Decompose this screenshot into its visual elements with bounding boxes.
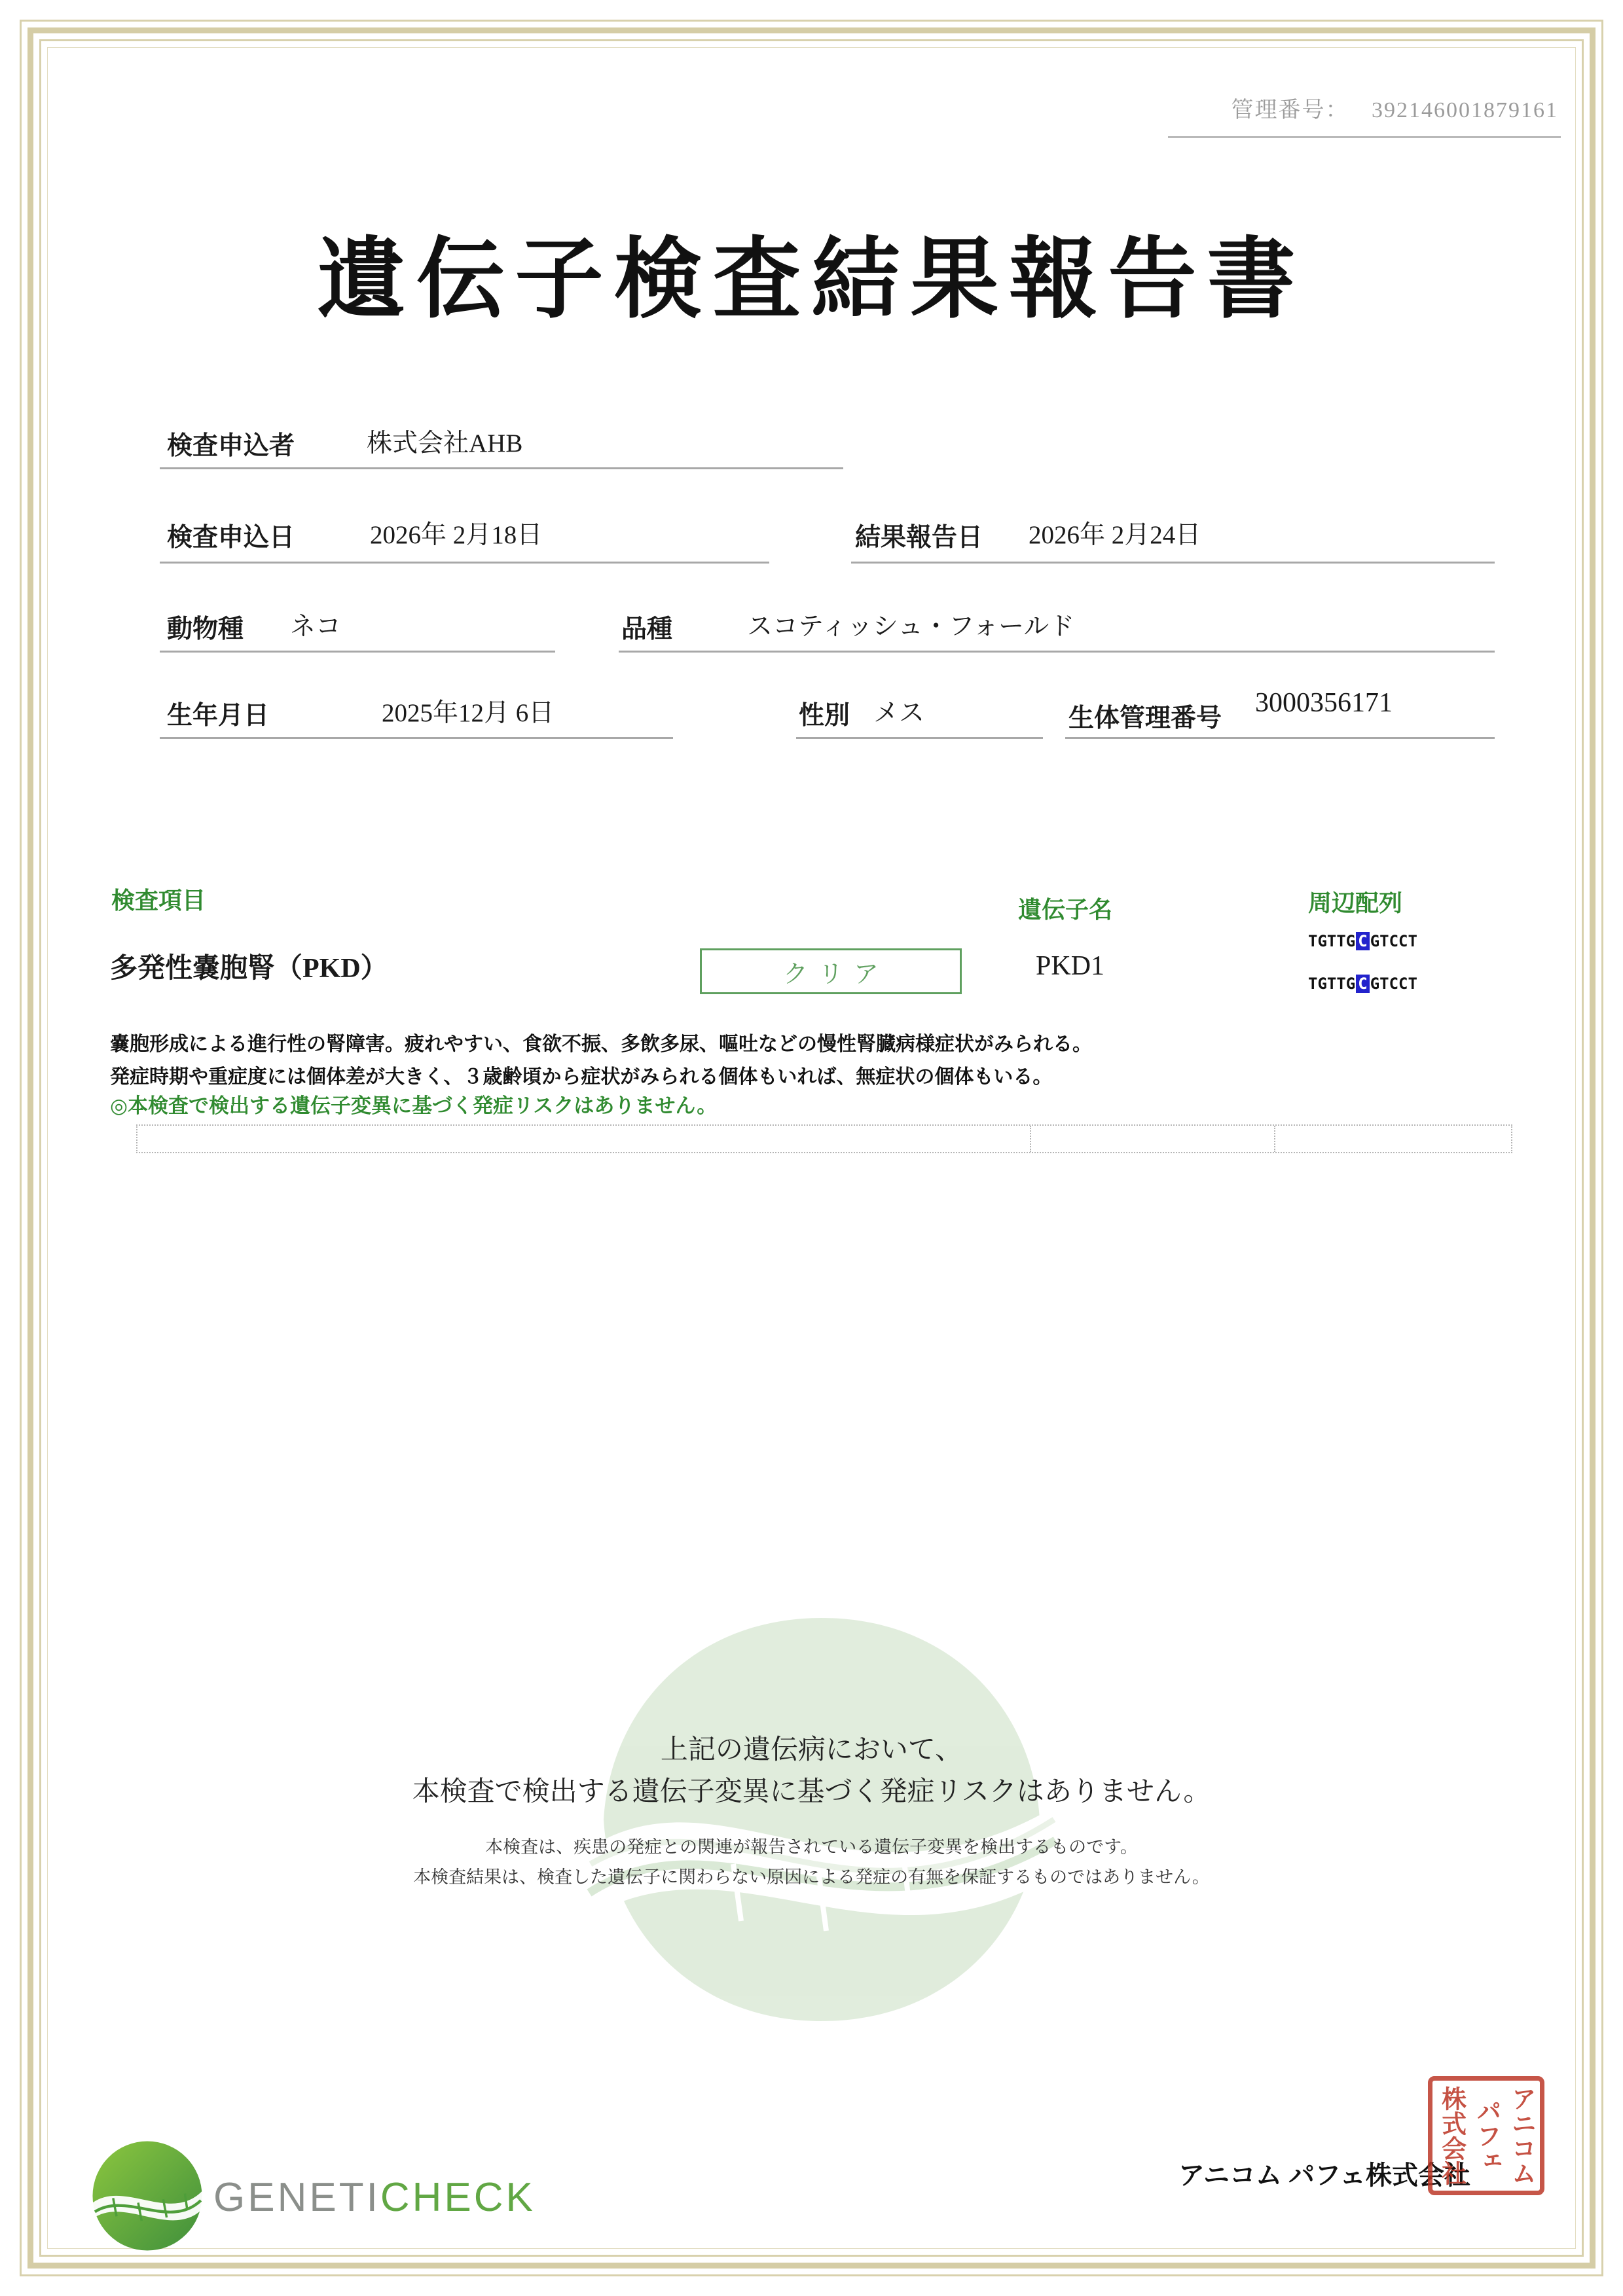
apply-date-value: 2026年 2月18日: [370, 521, 543, 549]
report-date-label: 結果報告日: [855, 524, 983, 552]
species-value: ネコ: [290, 613, 342, 641]
gene-name-value: PKD1: [1036, 951, 1105, 981]
wordmark-check: CHECK: [380, 2175, 536, 2220]
sex-value: メス: [873, 699, 925, 727]
species-underline: [160, 651, 555, 653]
results-empty-row: [136, 1124, 1512, 1153]
summary-note-2: 本検査結果は、検査した遺伝子に関わらない原因による発症の有無を保証するものではありません。: [413, 1867, 1210, 1887]
sex-underline: [796, 737, 1043, 739]
sequence-variant-highlight: C: [1356, 975, 1369, 993]
animal-id-underline: [1065, 737, 1495, 739]
birth-date-underline: [160, 737, 673, 739]
watermark-logo: [570, 1590, 1074, 2049]
gene-name-header: 遺伝子名: [1018, 897, 1113, 923]
page-title: 遺伝子検査結果報告書: [317, 232, 1306, 329]
geneticheck-logo-icon: [90, 2139, 204, 2253]
sequence-suffix: GTCCT: [1370, 975, 1417, 993]
sequence-prefix: TGTTG: [1308, 975, 1356, 993]
results-empty-row-divider-2: [1274, 1126, 1275, 1152]
summary-line-1: 上記の遺伝病において、: [660, 1734, 963, 1765]
result-clear-label: クリア: [782, 960, 889, 988]
management-number-label: 管理番号：: [1231, 98, 1349, 122]
wordmark-geneti: GENETI: [213, 2175, 380, 2220]
test-item-name: 多発性嚢胞腎（PKD）: [110, 954, 388, 984]
applicant-value: 株式会社AHB: [367, 429, 523, 457]
apply-date-underline: [160, 562, 769, 564]
management-number-line: [1231, 92, 1559, 124]
disease-description-line1: 嚢胞形成による進行性の腎障害。疲れやすい、食欲不振、多飲多尿、嘔吐などの慢性腎臓病様症状がみられる。: [110, 1033, 1092, 1055]
sequence-suffix: GTCCT: [1370, 932, 1417, 950]
company-name: アニコム パフェ株式会社: [1178, 2161, 1470, 2190]
management-number-underline: [1168, 136, 1561, 138]
birth-date-value: 2025年12月 6日: [382, 699, 555, 727]
applicant-underline: [160, 467, 843, 469]
seal-column-3: 株式会社: [1437, 2086, 1465, 2185]
sequence-line-1: [1308, 932, 1417, 950]
result-clear-box: [700, 948, 962, 994]
applicant-label: 検査申込者: [167, 432, 295, 460]
species-label: 動物種: [167, 615, 244, 643]
report-date-underline: [851, 562, 1495, 564]
animal-id-label: 生体管理番号: [1068, 704, 1222, 732]
management-number-value: 392146001879161: [1372, 98, 1558, 122]
risk-note: ◎本検査で検出する遺伝子変異に基づく発症リスクはありません。: [110, 1094, 718, 1117]
breed-label: 品種: [621, 615, 673, 643]
test-item-header: 検査項目: [111, 888, 206, 914]
seal-column-2: パフェ: [1472, 2098, 1500, 2173]
geneticheck-wordmark: [213, 2174, 536, 2221]
disease-description-line2: 発症時期や重症度には個体差が大きく、３歳齢頃から症状がみられる個体もいれば、無症状の個体もいる。: [110, 1066, 1053, 1088]
sequence-prefix: TGTTG: [1308, 932, 1356, 950]
sex-label: 性別: [799, 702, 850, 730]
seal-column-1: アニコム: [1507, 2086, 1535, 2185]
sequence-variant-highlight: C: [1356, 932, 1369, 950]
summary-line-2: 本検査で検出する遺伝子変異に基づく発症リスクはありません。: [412, 1776, 1211, 1806]
summary-note-1: 本検査は、疾患の発症との関連が報告されている遺伝子変異を検出するものです。: [485, 1837, 1138, 1857]
sequence-line-2: [1308, 975, 1417, 993]
birth-date-label: 生年月日: [167, 702, 270, 730]
company-seal: [1428, 2076, 1544, 2195]
animal-id-value: 3000356171: [1255, 688, 1393, 718]
sequence-header: 周辺配列: [1308, 890, 1403, 916]
apply-date-label: 検査申込日: [167, 524, 295, 552]
report-date-value: 2026年 2月24日: [1029, 521, 1201, 549]
breed-underline: [619, 651, 1495, 653]
breed-value: スコティッシュ・フォールド: [747, 613, 1075, 641]
results-empty-row-divider-1: [1030, 1126, 1031, 1152]
